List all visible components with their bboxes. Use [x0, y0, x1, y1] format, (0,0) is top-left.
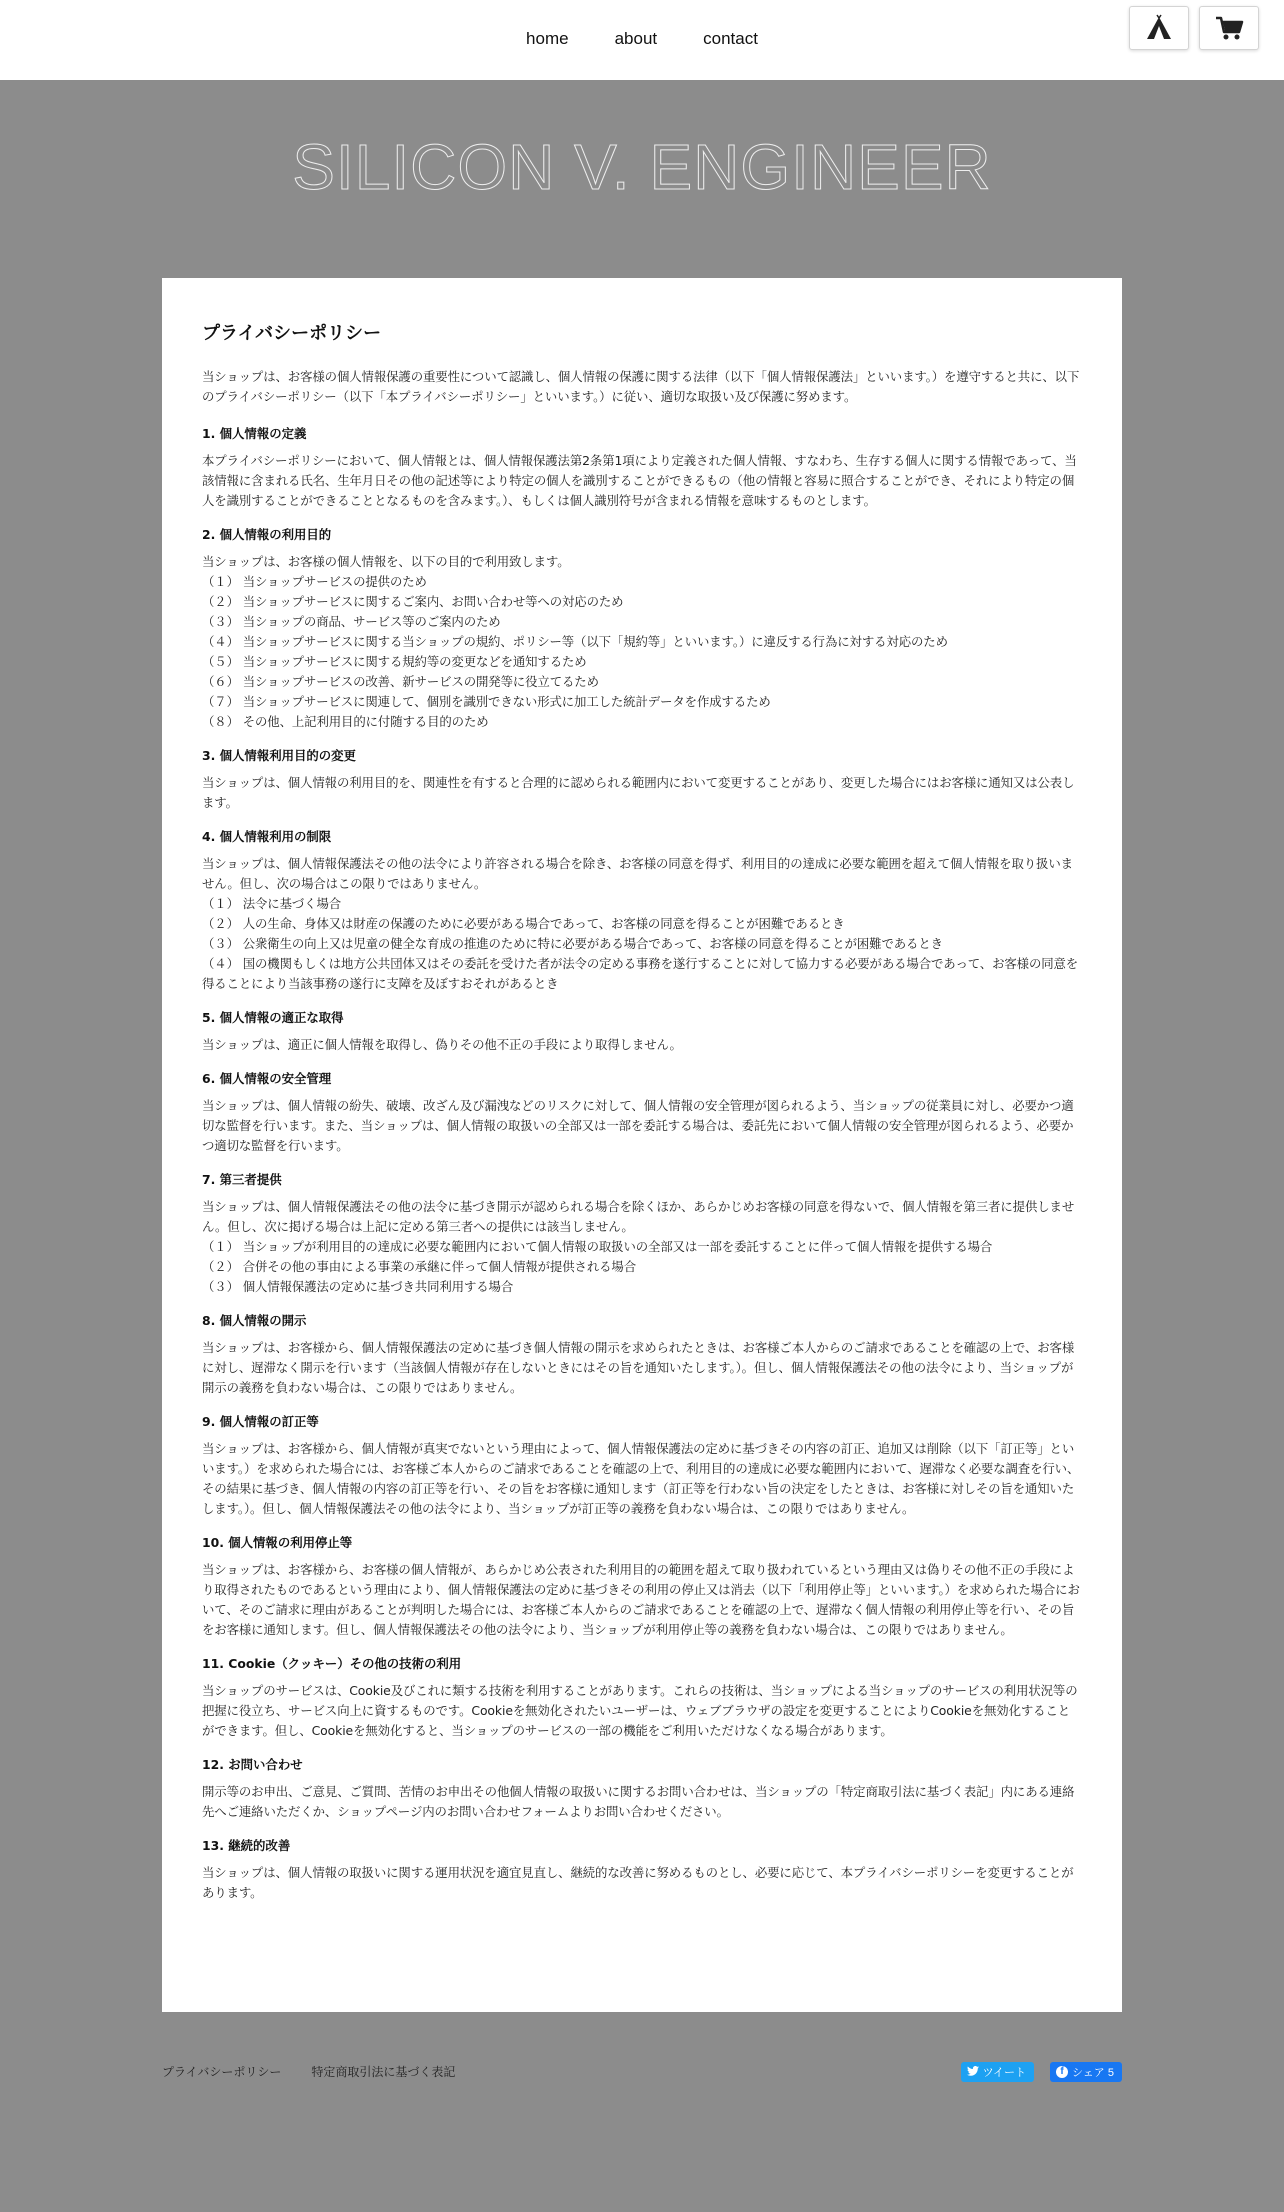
section-line: （３） 公衆衛生の向上又は児童の健全な育成の推進のために特に必要がある場合であって、お客様の同意を得ることが困難であるとき [202, 936, 943, 952]
section-line: 当ショップは、個人情報の紛失、破壊、改ざん及び漏洩などのリスクに対して、個人情報の安全管理が図られるよう、当ショップの従業員に対し、必要かつ適切な監督を行います。また、当ショップは、個人情報の取扱いの全部又は一部を委託する場合は、委託先において個人情報の安全管理が図られるよう、必要かつ適切な監督を行います。 [202, 1098, 1074, 1154]
section-heading: 4. 個人情報利用の制限 [202, 829, 332, 845]
policy-section [202, 1836, 1082, 1903]
policy-section [202, 1533, 1082, 1640]
section-line: 当ショップは、適正に個人情報を取得し、偽りその他不正の手段により取得しません。 [202, 1037, 682, 1053]
section-body [202, 1560, 1082, 1640]
section-line: （２） 人の生命、身体又は財産の保護のために必要がある場合であって、お客様の同意を得ることが困難であるとき [202, 916, 845, 932]
section-line: （３） 当ショップの商品、サービス等のご案内のため [202, 614, 501, 630]
tweet-label: ツイート [982, 2067, 1027, 2079]
section-line: 当ショップは、お客様から、個人情報保護法の定めに基づき個人情報の開示を求められたときは、お客様ご本人からのご請求であることを確認の上で、お客様に対し、遅滞なく開示を行います（当該個人情報が存在しないときにはその旨を通知いたします。）。但し、個人情報保護法その他の法令により、当ショップが開示の義務を負わない場合は、この限りではありません。 [202, 1340, 1075, 1396]
policy-sections [202, 424, 1082, 1903]
section-body [202, 1338, 1082, 1398]
section-body [202, 1863, 1082, 1903]
section-line: 開示等のお申出、ご意見、ご質問、苦情のお申出その他個人情報の取扱いに関するお問い合わせは、当ショップの「特定商取引法に基づく表記」内にある連絡先へご連絡いただくか、ショップページ内のお問い合わせフォームよりお問い合わせください。 [202, 1784, 1075, 1820]
section-heading: 6. 個人情報の安全管理 [202, 1071, 332, 1087]
section-line: （２） 合併その他の事由による事業の承継に伴って個人情報が提供される場合 [202, 1259, 637, 1275]
policy-section [202, 525, 1082, 732]
section-heading: 10. 個人情報の利用停止等 [202, 1535, 353, 1551]
site-header [0, 0, 1284, 80]
section-line: （４） 当ショップサービスに関する当ショップの規約、ポリシー等（以下「規約等」といいます。）に違反する行為に対する対応のため [202, 634, 948, 650]
section-body [202, 1096, 1082, 1156]
section-line: （１） 法令に基づく場合 [202, 896, 342, 912]
policy-section [202, 1654, 1082, 1741]
section-heading: 2. 個人情報の利用目的 [202, 527, 332, 543]
section-line: （８） その他、上記利用目的に付随する目的のため [202, 714, 489, 730]
nav-about-link[interactable]: about [614, 29, 658, 48]
tweet-button[interactable] [961, 2062, 1034, 2082]
tent-button[interactable] [1129, 6, 1189, 50]
section-heading: 1. 個人情報の定義 [202, 426, 307, 442]
section-heading: 13. 継続的改善 [202, 1838, 291, 1854]
section-body [202, 1681, 1082, 1741]
section-line: 当ショップは、お客様から、お客様の個人情報が、あらかじめ公表された利用目的の範囲を超えて取り扱われているという理由又は偽りその他不正の手段により取得されたものであるという理由により、個人情報保護法の定めに基づきその利用の停止又は消去（以下「利用停止等」といいます。）を求められた場合において、そのご請求に理由があることが判明した場合には、お客様ご本人からのご請求であることを確認の上で、遅滞なく個人情報の利用停止等を行い、その旨をお客様に通知します。但し、個人情報保護法その他の法令により、当ショップが利用停止等の義務を負わない場合は、この限りではありません。 [202, 1562, 1080, 1638]
section-body [202, 854, 1082, 994]
policy-section [202, 424, 1082, 511]
section-line: （３） 個人情報保護法の定めに基づき共同利用する場合 [202, 1279, 514, 1295]
section-body [202, 1782, 1082, 1822]
section-body [202, 552, 1082, 732]
section-body [202, 773, 1082, 813]
policy-intro: 当ショップは、お客様の個人情報保護の重要性について認識し、個人情報の保護に関する法律（以下「個人情報保護法」といいます。）を遵守すると共に、以下のプライバシーポリシー（以下「本プライバシーポリシー」といいます。）に従い、適切な取扱い及び保護に努めます。 [202, 369, 1080, 405]
policy-section [202, 1311, 1082, 1398]
section-heading: 7. 第三者提供 [202, 1172, 282, 1188]
facebook-share-button[interactable] [1050, 2062, 1122, 2082]
section-heading: 12. お問い合わせ [202, 1757, 303, 1773]
site-title[interactable]: SILICON V. ENGINEER [292, 131, 992, 203]
policy-section [202, 1069, 1082, 1156]
section-heading: 3. 個人情報利用目的の変更 [202, 748, 356, 764]
section-line: （５） 当ショップサービスに関する規約等の変更などを通知するため [202, 654, 587, 670]
policy-section [202, 827, 1082, 994]
footer-legal-link[interactable]: 特定商取引法に基づく表記 [311, 2065, 456, 2079]
footer-links [162, 2060, 455, 2084]
site-footer [162, 2060, 1122, 2084]
section-line: （４） 国の機関もしくは地方公共団体又はその委託を受けた者が法令の定める事務を遂行することに対して協力する必要がある場合であって、お客様の同意を得ることにより当該事務の遂行に支障を及ぼすおそれがあるとき [202, 956, 1079, 992]
policy-section [202, 1008, 1082, 1055]
tent-icon [1144, 14, 1174, 42]
section-heading: 5. 個人情報の適正な取得 [202, 1010, 344, 1026]
section-heading: 11. Cookie（クッキー）その他の技術の利用 [202, 1656, 462, 1672]
section-heading: 8. 個人情報の開示 [202, 1313, 307, 1329]
social-buttons [961, 2062, 1122, 2082]
section-heading: 9. 個人情報の訂正等 [202, 1414, 319, 1430]
nav-contact-link[interactable]: contact [703, 29, 758, 48]
section-line: 当ショップのサービスは、Cookie及びこれに類する技術を利用することがあります。これらの技術は、当ショップによる当ショップのサービスの利用状況等の把握に役立ち、サービス向上に資するものです。Cookieを無効化されたいユーザーは、ウェブブラウザの設定を変更することによりCookieを無効化することができます。但し、Cookieを無効化すると、当ショップのサービスの一部の機能をご利用いただけなくなる場合があります。 [202, 1683, 1078, 1739]
section-line: （６） 当ショップサービスの改善、新サービスの開発等に役立てるため [202, 674, 599, 690]
policy-section [202, 1755, 1082, 1822]
footer-privacy-link[interactable]: プライバシーポリシー [162, 2065, 282, 2079]
share-label: シェア 5 [1072, 2067, 1114, 2079]
section-line: 当ショップは、お客様から、個人情報が真実でないという理由によって、個人情報保護法の定めに基づきその内容の訂正、追加又は削除（以下「訂正等」といいます。）を求められた場合には、お客様ご本人からのご請求であることを確認の上で、利用目的の達成に必要な範囲内において、遅滞なく必要な調査を行い、その結果に基づき、個人情報の内容の訂正等を行い、その旨をお客様に通知します（訂正等を行わない旨の決定をしたときは、お客様に対しその旨を通知いたします。）。但し、個人情報保護法その他の法令により、当ショップが訂正等の義務を負わない場合は、この限りではありません。 [202, 1441, 1080, 1517]
section-line: 当ショップは、個人情報保護法その他の法令により許容される場合を除き、お客様の同意を得ず、利用目的の達成に必要な範囲を超えて個人情報を取り扱いません。但し、次の場合はこの限りではありません。 [202, 856, 1073, 892]
section-body [202, 1197, 1082, 1297]
main-nav [0, 0, 1284, 78]
facebook-icon: f [1056, 2066, 1068, 2078]
section-body [202, 1035, 1082, 1055]
nav-home-link[interactable]: home [526, 29, 569, 48]
policy-content [162, 278, 1122, 2012]
section-line: 当ショップは、個人情報保護法その他の法令に基づき開示が認められる場合を除くほか、あらかじめお客様の同意を得ないで、個人情報を第三者に提供しません。但し、次に掲げる場合は上記に定める第三者への提供には該当しません。 [202, 1199, 1075, 1235]
twitter-bird-icon [967, 2066, 979, 2079]
section-line: 当ショップは、個人情報の取扱いに関する運用状況を適宜見直し、継続的な改善に努めるものとし、必要に応じて、本プライバシーポリシーを変更することがあります。 [202, 1865, 1074, 1901]
policy-section [202, 1170, 1082, 1297]
section-line: 当ショップは、お客様の個人情報を、以下の目的で利用致します。 [202, 554, 570, 570]
policy-section [202, 1412, 1082, 1519]
policy-section [202, 746, 1082, 813]
section-body [202, 451, 1082, 511]
section-line: （１） 当ショップサービスの提供のため [202, 574, 427, 590]
section-line: （７） 当ショップサービスに関連して、個別を識別できない形式に加工した統計データを作成するため [202, 694, 771, 710]
section-line: 本プライバシーポリシーにおいて、個人情報とは、個人情報保護法第2条第1項により定義された個人情報、すなわち、生存する個人に関する情報であって、当該情報に含まれる氏名、生年月日その他の記述等により特定の個人を識別することができるもの（他の情報と容易に照合することができ、それにより特定の個人を識別することができることとなるものを含みます。）、もしくは個人識別符号が含まれる情報を意味するものとします。 [202, 453, 1077, 509]
cart-button[interactable] [1199, 6, 1259, 50]
section-line: （２） 当ショップサービスに関するご案内、お問い合わせ等への対応のため [202, 594, 624, 610]
cart-icon [1214, 14, 1244, 42]
section-line: （１） 当ショップが利用目的の達成に必要な範囲内において個人情報の取扱いの全部又は一部を委託することに伴って個人情報を提供する場合 [202, 1239, 993, 1255]
page-title: プライバシーポリシー [202, 323, 382, 343]
section-body [202, 1439, 1082, 1519]
section-line: 当ショップは、個人情報の利用目的を、関連性を有すると合理的に認められる範囲内において変更することがあり、変更した場合にはお客様に通知又は公表します。 [202, 775, 1075, 811]
